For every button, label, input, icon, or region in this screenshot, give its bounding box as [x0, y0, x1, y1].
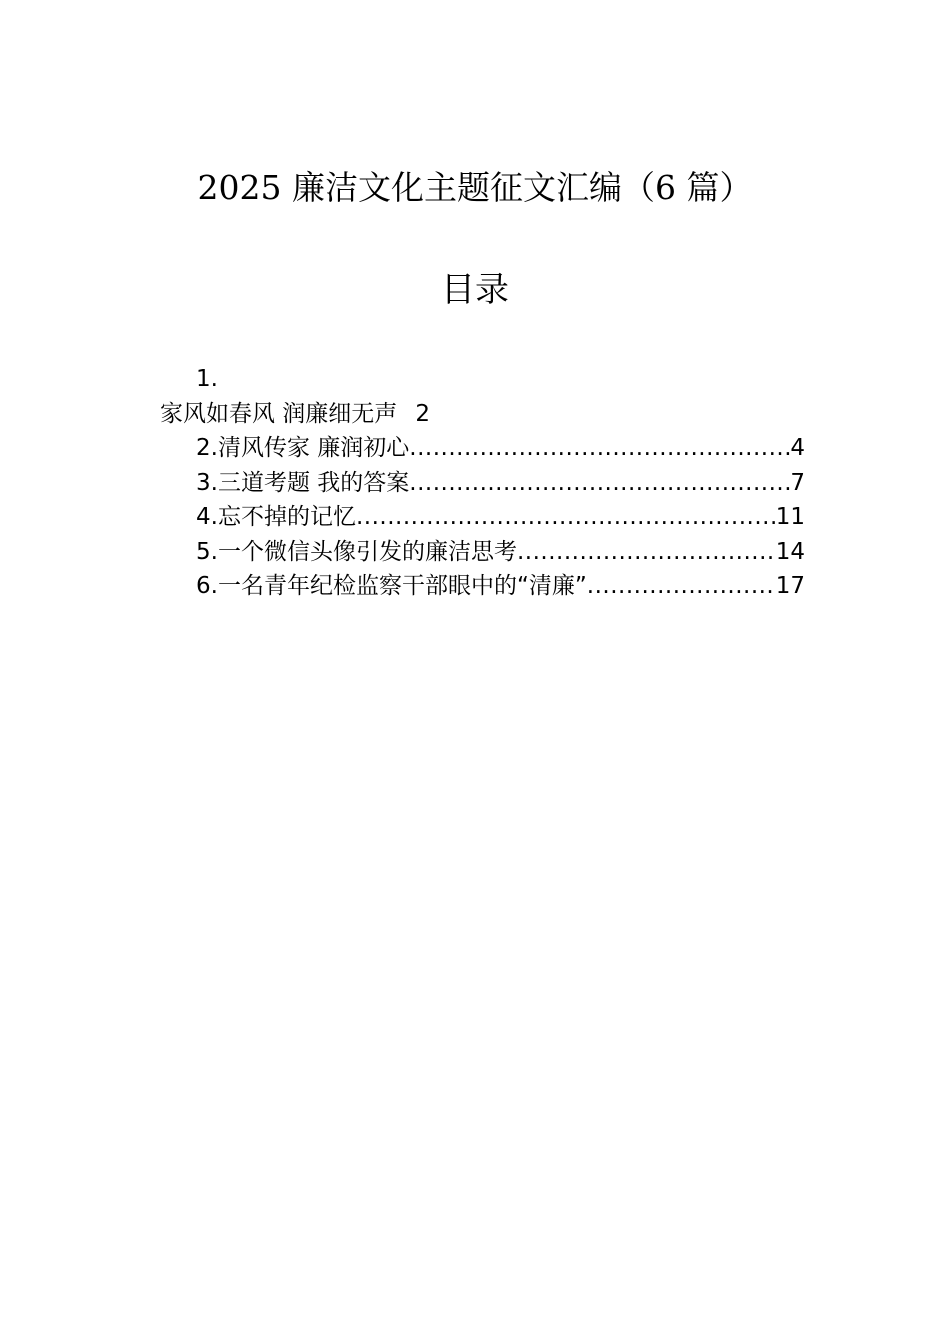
toc-dot-leader — [517, 535, 776, 570]
toc-entry-page: 17 — [775, 573, 805, 599]
document-title: 2025 廉洁文化主题征文汇编（6 篇） — [197, 168, 753, 207]
table-of-contents — [160, 362, 805, 604]
toc-entry-3[interactable] — [160, 466, 805, 501]
toc-entry-page: 4 — [790, 435, 805, 461]
toc-entry-title: 5.一个微信头像引发的廉洁思考 — [196, 538, 517, 565]
toc-entry-title: 4.忘不掉的记忆 — [196, 504, 356, 530]
toc-entry-1-number: 1. — [196, 366, 218, 392]
toc-entry-1[interactable] — [160, 397, 805, 432]
toc-dot-leader — [356, 500, 776, 535]
toc-entry-title: 6.一名青年纪检监察干部眼中的“清廉” — [196, 573, 587, 599]
toc-entry-6[interactable] — [160, 569, 805, 604]
toc-heading: 目录 — [441, 270, 509, 310]
toc-entry-2[interactable] — [160, 431, 805, 466]
toc-entry-page: 14 — [775, 538, 805, 565]
toc-entry-4[interactable] — [160, 500, 805, 535]
toc-entry-page: 2 — [415, 400, 430, 427]
toc-entry-title: 家风如春风 润廉细无声 — [160, 400, 398, 427]
toc-entry-page: 7 — [790, 469, 805, 496]
toc-entry-page: 11 — [775, 504, 805, 530]
toc-entry-title: 2.清风传家 廉润初心 — [196, 435, 410, 461]
toc-dot-leader — [587, 569, 776, 604]
toc-entry-5[interactable] — [160, 535, 805, 570]
toc-dot-leader — [409, 466, 790, 501]
toc-dot-leader — [409, 431, 790, 466]
toc-entry-title: 3.三道考题 我的答案 — [196, 469, 410, 496]
